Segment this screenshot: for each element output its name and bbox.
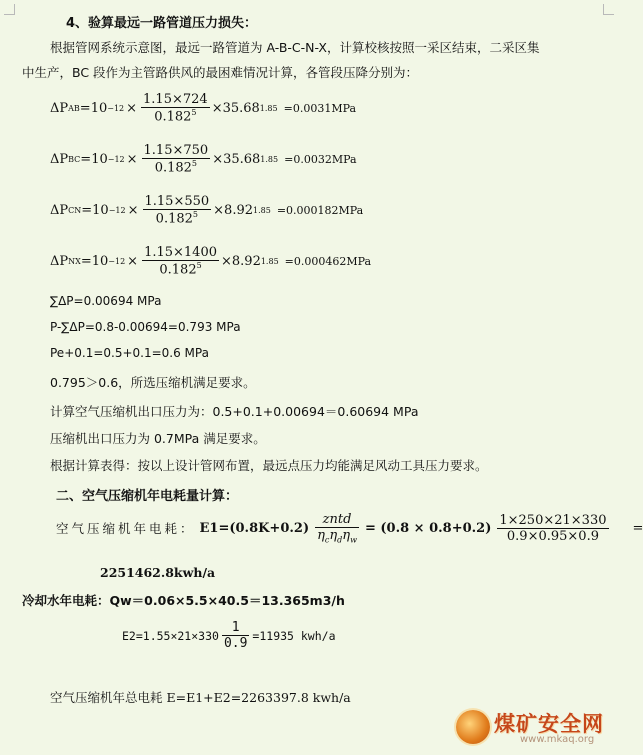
- equation-bc: ΔP BC =10 −12 × $\frac{1.15\times 750}{0.182^5}$ ×35.68 1.85 =0.0032MPa: [50, 143, 357, 176]
- logo-url: www.mkaq.org: [520, 734, 595, 745]
- eq-mult: ×35.68: [212, 151, 261, 167]
- section-heading-2: 二、空气压缩机年电耗量计算：: [56, 489, 239, 504]
- e1-fraction-symbolic: [315, 512, 359, 545]
- required-pressure: Pe+0.1=0.5+0.1=0.6 MPa: [50, 346, 209, 360]
- equation-cn: ΔP CN =10 −12 × $\frac{1.15\times 550}{0.182^5}$ ×8.92 1.85 =0.000182MPa: [50, 194, 364, 227]
- eq-mult: ×35.68: [211, 100, 260, 116]
- e2-lhs: E2=1.55×21×330: [122, 628, 219, 643]
- total-energy: 空气压缩机年总电耗 E=E1+E2=2263397.8 kwh/a: [50, 690, 351, 705]
- site-logo: [456, 708, 608, 748]
- eq-lhs: ΔP: [50, 253, 69, 269]
- eq-result: =0.0032MPa: [284, 152, 357, 166]
- equation-nx: ΔP NX =10 −12 × $\frac{1.15\times 1400}{0.182^5}$ ×8.92 1.85 =0.000462MPa: [50, 245, 372, 278]
- eq-equal: =10: [79, 100, 108, 116]
- eq-result: =0.000182MPa: [276, 203, 364, 217]
- section-heading-4: 4、验算最远一路管道压力损失：: [66, 16, 258, 31]
- eq-den: 0.182: [154, 109, 192, 125]
- eq-lhs: ΔP: [50, 100, 69, 116]
- equation-e2: [122, 620, 336, 651]
- eq-exp: −12: [108, 205, 126, 215]
- remaining-pressure: P-∑ΔP=0.8-0.00694=0.793 MPa: [50, 320, 241, 334]
- eq-sub: AB: [68, 103, 80, 113]
- eq-mult: ×8.92: [221, 253, 261, 269]
- eq-lhs: ΔP: [50, 151, 69, 167]
- eq-denexp: 5: [191, 159, 198, 168]
- eq-fraction: [142, 245, 219, 277]
- page-corner-mark: [4, 4, 15, 15]
- e1-label: 空气压缩机年电耗：: [56, 521, 196, 537]
- eq-mult: ×8.92: [213, 202, 253, 218]
- e2-result: =11935 kwh/a: [252, 628, 336, 643]
- eq-equal: =10: [80, 151, 108, 167]
- logo-badge-icon: [456, 710, 490, 744]
- eq-exp: −12: [107, 154, 125, 164]
- conclusion: 根据计算表得：按以上设计管网布置，最远点压力均能满足风动工具压力要求。: [50, 458, 488, 473]
- eq-fraction: [143, 194, 212, 226]
- eq-multexp: 1.85: [259, 103, 278, 113]
- eq-equal: =10: [81, 202, 109, 218]
- outlet-pressure-calc: 计算空气压缩机出口压力为：0.5+0.1+0.00694＝0.60694 MPa: [50, 404, 419, 419]
- eq-sub: BC: [68, 154, 81, 164]
- intro-line-1: 根据管网系统示意图，最远一路管道为 A-B-C-N-X，计算校核按照一采区结束，二采区集: [50, 40, 540, 55]
- e1-num-numeric: 1×250×21×330: [499, 512, 607, 528]
- e1-fraction-numeric: [497, 513, 608, 544]
- cooling-water-line: 冷却水年电耗：Qw＝0.06×5.5×40.5＝13.365m3/h: [22, 593, 345, 608]
- eq-exp: −12: [107, 103, 125, 113]
- eq-denexp: 5: [191, 108, 197, 117]
- page-corner-mark: [603, 4, 614, 15]
- sum-pressure-drop: ∑ΔP=0.00694 MPa: [50, 294, 162, 308]
- eq-multexp: 1.85: [253, 205, 271, 215]
- eq-lhs: ΔP: [50, 202, 69, 218]
- e2-den: 0.9: [223, 636, 248, 651]
- e1-result: 2251462.8kwh/a: [100, 565, 216, 580]
- e1-lhs: E1=(0.8K+0.2): [199, 520, 310, 536]
- eq-num: 1.15×550: [144, 194, 210, 209]
- eq-multexp: 1.85: [260, 256, 279, 266]
- eq-equal: =10: [80, 253, 109, 269]
- eq-fraction: [141, 92, 210, 124]
- eq-result: =0.0031MPa: [283, 101, 357, 115]
- eq-den: 0.182: [154, 160, 192, 176]
- eq-exp: −12: [108, 256, 126, 266]
- e1-num-symbolic: zntd: [315, 512, 359, 528]
- eq-fraction: [142, 143, 211, 175]
- eq-result: =0.000462MPa: [284, 254, 372, 268]
- intro-line-2: 中生产，BC 段作为主管路供风的最困难情况计算，各管段压降分别为：: [22, 65, 419, 80]
- e2-num: 1: [222, 620, 249, 636]
- compressor-check: 0.795＞0.6，所选压缩机满足要求。: [50, 375, 256, 390]
- equation-ab: ΔP AB =10 −12 × $\frac{1.15\times 724}{0.182^5}$ ×35.68 1.85 =0.0031MPa: [50, 92, 357, 125]
- eq-sub: NX: [68, 256, 81, 266]
- eq-sub: CN: [68, 205, 82, 215]
- logo-text: 煤矿安全网: [494, 711, 604, 736]
- equation-e1: [56, 512, 643, 545]
- outlet-pressure-ok: 压缩机出口压力为 0.7MPa 满足要求。: [50, 431, 266, 446]
- e1-mid: = (0.8 × 0.8+0.2): [364, 520, 492, 536]
- eq-den: 0.182: [159, 262, 197, 278]
- eq-denexp: 5: [192, 210, 198, 219]
- e2-fraction: [222, 620, 249, 651]
- eq-num: 1.15×750: [143, 143, 209, 158]
- eq-den: 0.182: [155, 211, 193, 227]
- e1-tail: =: [632, 520, 643, 536]
- eq-denexp: 5: [196, 261, 202, 270]
- eq-num: 1.15×1400: [144, 245, 217, 260]
- e1-den-symbolic: $\eta_c\eta_d\eta_w$: [317, 528, 357, 545]
- eq-num: 1.15×724: [143, 92, 208, 107]
- e1-den-numeric: 0.9×0.95×0.9: [506, 528, 599, 544]
- eq-multexp: 1.85: [260, 154, 279, 164]
